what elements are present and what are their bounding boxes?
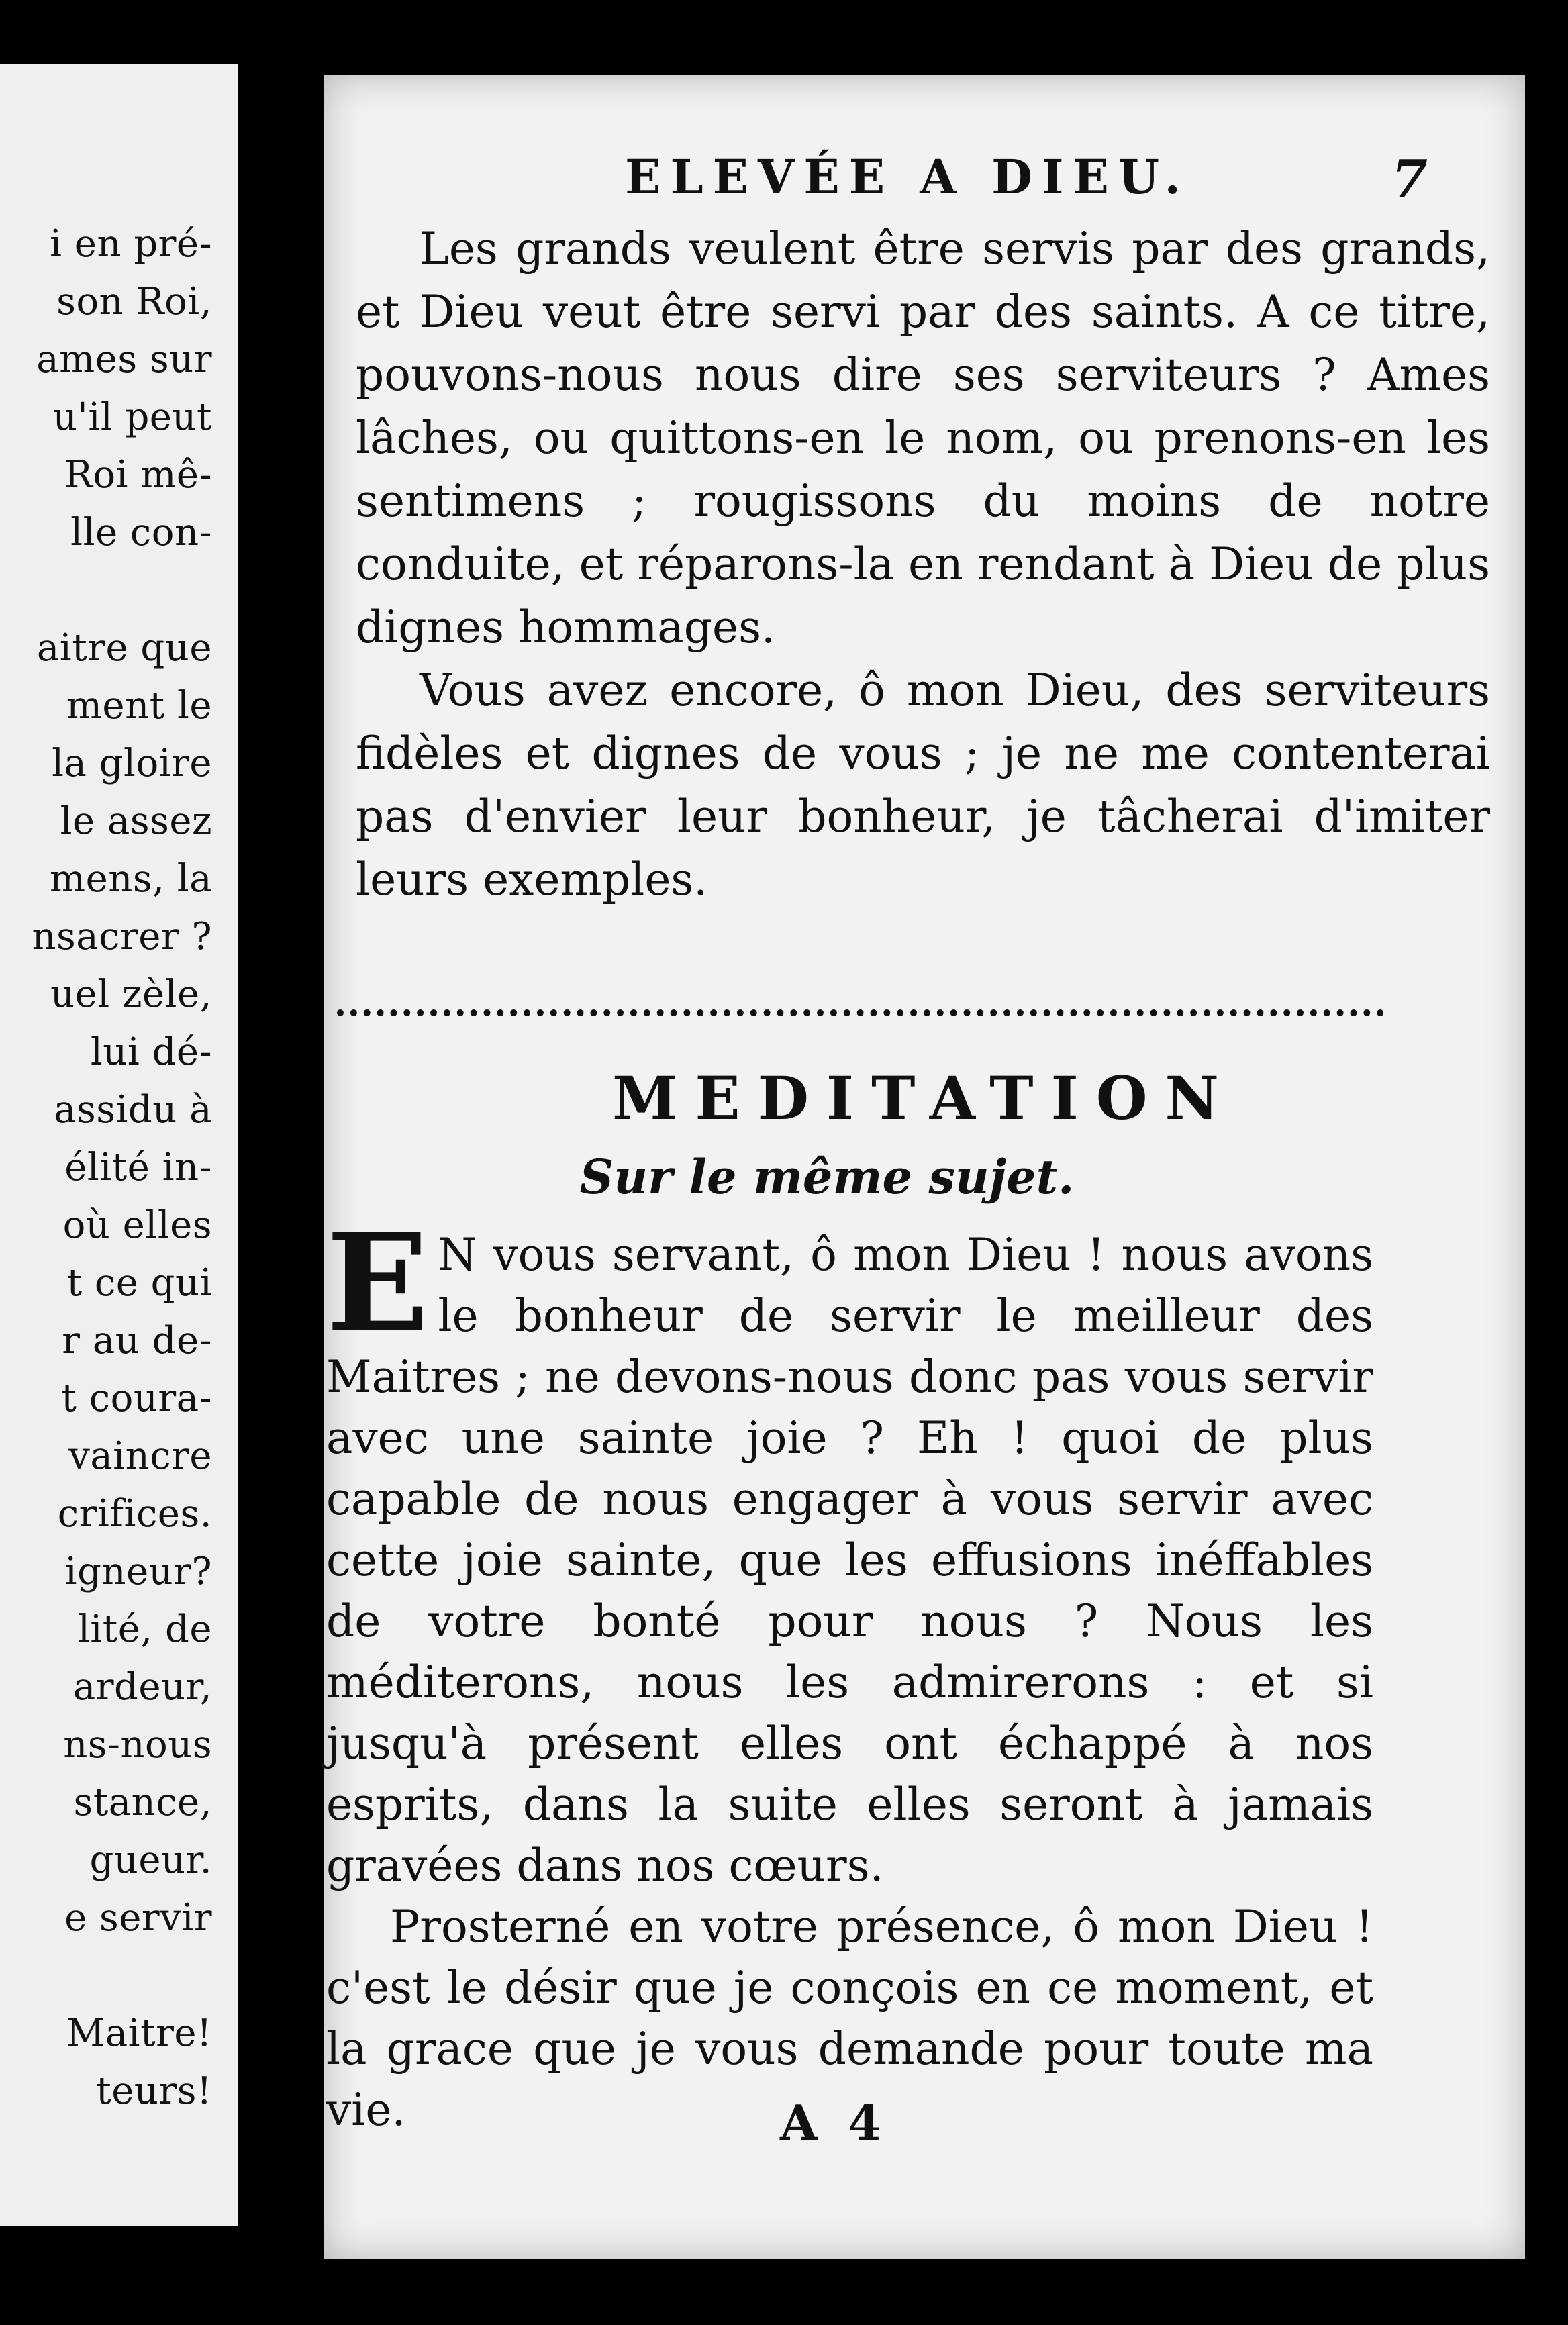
left-page-line: la gloire	[52, 742, 212, 785]
paragraph-2: Vous avez encore, ô mon Dieu, des serviteurs fidèles et dignes de vous ; je ne me contenterai pas d'envier leur bonheur, je tâcherai d'imiter leurs exemples.	[356, 664, 1490, 905]
left-page-line: t coura-	[61, 1377, 212, 1420]
left-page-line: t ce qui	[66, 1261, 212, 1305]
left-page-line	[0, 1947, 228, 2005]
left-page-line: igneur?	[64, 1550, 212, 1593]
left-page-line: i en pré-	[50, 222, 212, 266]
left-page-line: ns-nous	[63, 1723, 212, 1767]
left-page-line: stance,	[73, 1781, 212, 1824]
left-page-line: vaincre	[68, 1434, 212, 1478]
meditation-heading: MEDITATION	[612, 1063, 1236, 1133]
left-page-line	[0, 562, 228, 620]
left-page-line: crifices.	[57, 1492, 212, 1536]
dotted-rule	[337, 1009, 1384, 1016]
left-page-line: aitre que	[36, 626, 212, 670]
meditation-text	[326, 1204, 1373, 2140]
left-page-line: mens, la	[50, 857, 212, 901]
drop-cap: E	[326, 1204, 429, 1362]
meditation-subheading: Sur le même sujet.	[579, 1149, 1075, 1205]
left-page-line: uel zèle,	[50, 973, 212, 1016]
left-page-line: lle con-	[70, 511, 212, 554]
page-number: 7	[1391, 149, 1428, 210]
left-page-line: r au de-	[62, 1319, 212, 1363]
left-page-line: Maitre!	[66, 2012, 212, 2055]
left-page-line: Roi mê-	[64, 453, 212, 497]
left-page-line: lité, de	[77, 1607, 212, 1651]
paragraph-1: Les grands veulent être servis par des grands, et Dieu veut être servi par des saints. A ce titre, pouvons-nous nous dire ses serviteurs ? Ames lâches, ou quittons-en le nom, ou prenons-en les sentimens ; rougissons du moins de notre conduite, et réparons-la en rendant à Dieu de plus dignes hommages.	[356, 223, 1490, 653]
left-page-line: le assez	[60, 799, 212, 843]
left-page-line: lui dé-	[90, 1030, 212, 1074]
signature-mark: A 4	[780, 2094, 889, 2151]
left-page-line: où elles	[62, 1203, 212, 1247]
left-page-line: ardeur,	[72, 1665, 212, 1709]
left-page-line: ment le	[66, 684, 212, 728]
meditation-paragraph-2: Prosterné en votre présence, ô mon Dieu ! c'est le désir que je conçois en ce moment, et la grace que je vous demande pour toute ma vie.	[326, 1901, 1373, 2136]
left-page-line: gueur.	[89, 1838, 212, 1882]
body-text	[356, 217, 1490, 911]
meditation-paragraph-1-text: N vous servant, ô mon Dieu ! nous avons le bonheur de servir le meilleur des Maitres ; ne devons-nous donc pas vous servir avec une sainte joie ? Eh ! quoi de plus capable de nous engager à vous servir avec cette joie sainte, que les effusions inéffables de votre bonté pour nous ? Nous les méditerons, nous les admirerons : et si jusqu'à présent elles ont échappé à nos esprits, dans la suite elles seront à jamais gravées dans nos cœurs.	[326, 1229, 1373, 1891]
left-page-line: assidu à	[54, 1088, 212, 1132]
left-page-line: u'il peut	[52, 395, 212, 439]
left-page-fragment	[0, 64, 238, 2226]
running-head: ELEVÉE A DIEU.	[625, 149, 1190, 205]
meditation-paragraph-1	[326, 1204, 1373, 1896]
left-page-line: élité in-	[64, 1146, 212, 1189]
left-page-line: nsacrer ?	[32, 915, 212, 958]
left-page-line: ames sur	[36, 338, 212, 381]
left-page-lines	[0, 215, 228, 2120]
left-page-line: son Roi,	[56, 280, 212, 324]
right-page	[324, 75, 1525, 2259]
left-page-line: teurs!	[96, 2069, 212, 2113]
left-page-line: e servir	[64, 1896, 212, 1940]
